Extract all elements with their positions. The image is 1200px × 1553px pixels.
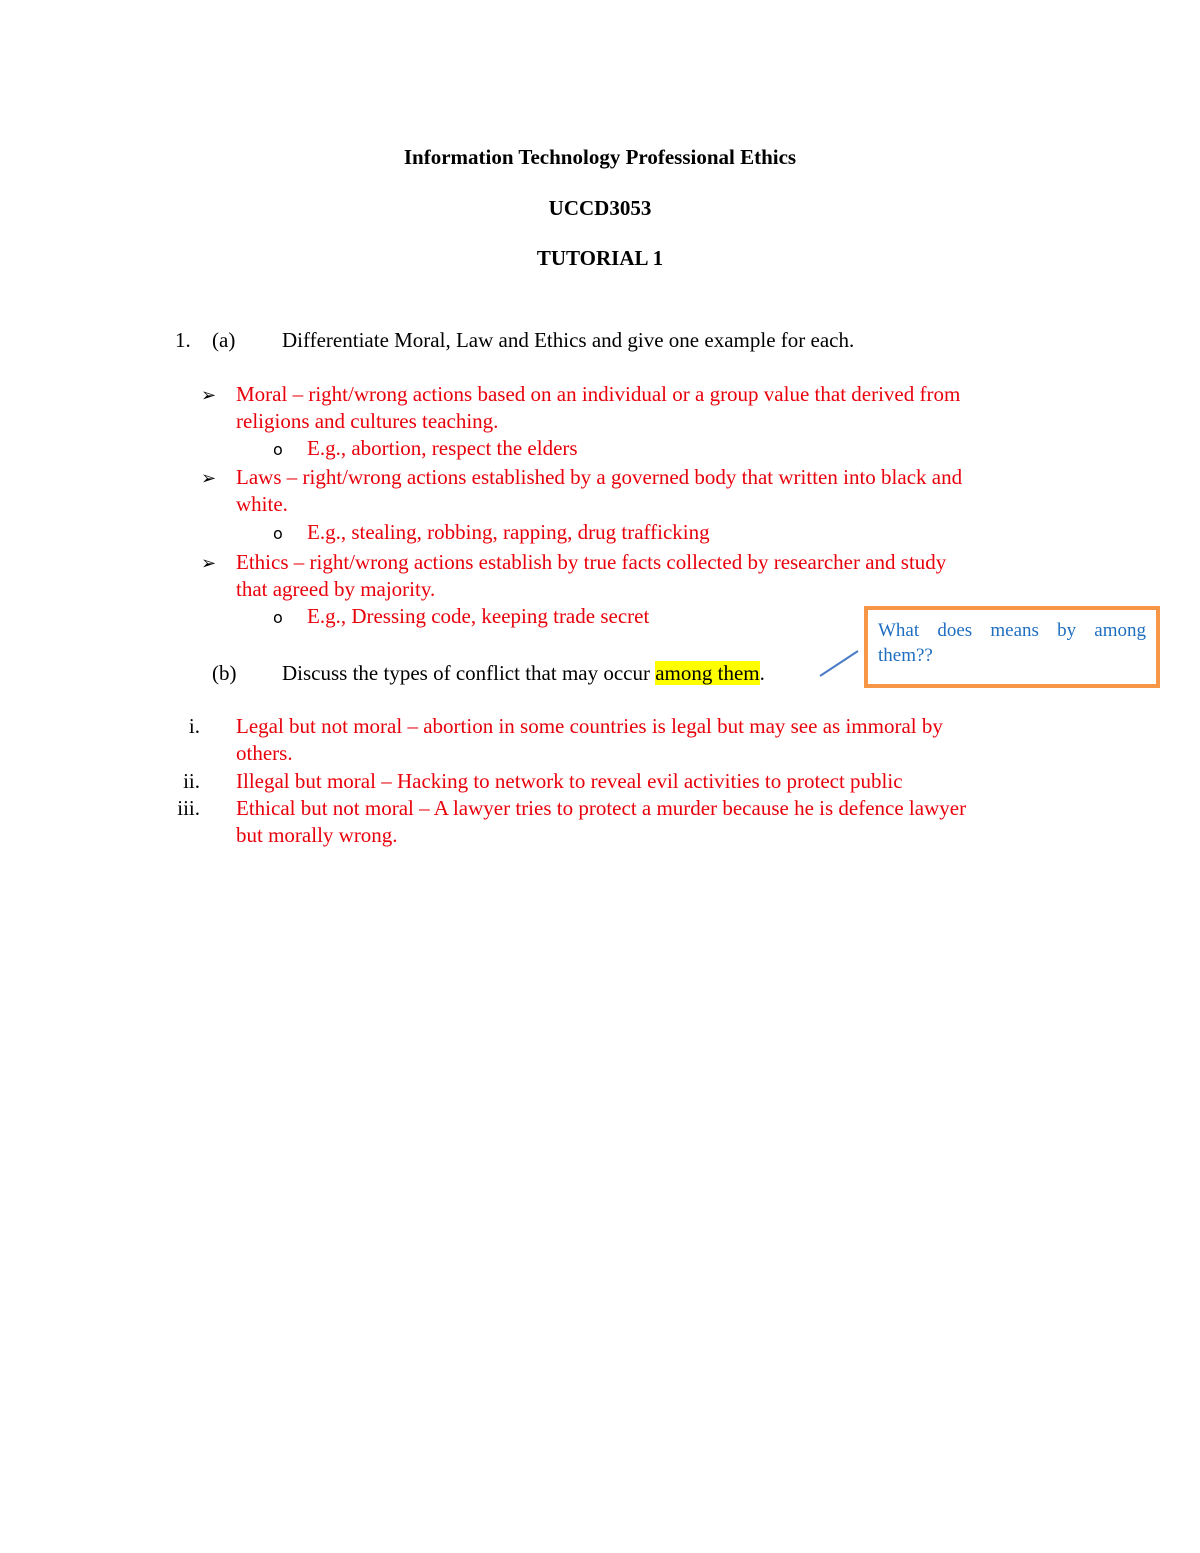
- part-b-label: (b): [212, 661, 237, 685]
- document-title: Information Technology Professional Ethics: [403, 145, 797, 169]
- question-number: 1.: [175, 328, 191, 352]
- answer-laws-example: E.g., stealing, robbing, rapping, drug trafficking: [307, 520, 710, 544]
- comment-box[interactable]: [864, 606, 1160, 688]
- answer-b-iii-line-2: but morally wrong.: [236, 823, 398, 847]
- roman-numeral: ii.: [183, 769, 200, 793]
- comment-text-line-2: them??: [878, 645, 933, 666]
- answer-b-ii-line-1: Illegal but moral – Hacking to network to reveal evil activities to protect public: [236, 769, 903, 793]
- answer-b-i-line-1: Legal but not moral – abortion in some countries is legal but may see as immoral by: [236, 714, 943, 738]
- answer-ethics-example: E.g., Dressing code, keeping trade secret: [307, 604, 650, 628]
- arrow-bullet-icon: ➢: [201, 468, 217, 489]
- answer-moral-example: E.g., abortion, respect the elders: [307, 436, 578, 460]
- highlighted-phrase[interactable]: among them: [655, 661, 760, 685]
- answer-ethics-line-2: that agreed by majority.: [236, 577, 436, 601]
- arrow-bullet-icon: ➢: [201, 385, 217, 406]
- arrow-bullet-icon: ➢: [201, 553, 217, 574]
- part-a-question: Differentiate Moral, Law and Ethics and give one example for each.: [282, 328, 855, 352]
- answer-moral-line-2: religions and cultures teaching.: [236, 409, 499, 433]
- part-b-period: .: [759, 661, 765, 685]
- roman-numeral: i.: [188, 714, 200, 738]
- answer-moral-line-1: Moral – right/wrong actions based on an individual or a group value that derived from: [236, 382, 961, 406]
- part-b-text: Discuss the types of conflict that may occur: [282, 661, 656, 685]
- answer-laws-line-1: Laws – right/wrong actions established by a governed body that written into black and: [236, 465, 963, 489]
- tutorial-heading: TUTORIAL 1: [536, 246, 664, 270]
- circle-bullet-icon: o: [273, 608, 283, 627]
- answer-ethics-line-1: Ethics – right/wrong actions establish by true facts collected by researcher and study: [236, 550, 947, 574]
- circle-bullet-icon: o: [273, 524, 283, 543]
- course-code: UCCD3053: [548, 196, 652, 220]
- answer-laws-line-2: white.: [236, 492, 288, 516]
- comment-text-line-1: What does means by among: [878, 620, 1146, 641]
- answer-b-i-line-2: others.: [236, 741, 293, 765]
- part-a-label: (a): [212, 328, 236, 352]
- circle-bullet-icon: o: [273, 440, 283, 459]
- answer-b-iii-line-1: Ethical but not moral – A lawyer tries to protect a murder because he is defence lawyer: [236, 796, 967, 820]
- roman-numeral: iii.: [177, 796, 200, 820]
